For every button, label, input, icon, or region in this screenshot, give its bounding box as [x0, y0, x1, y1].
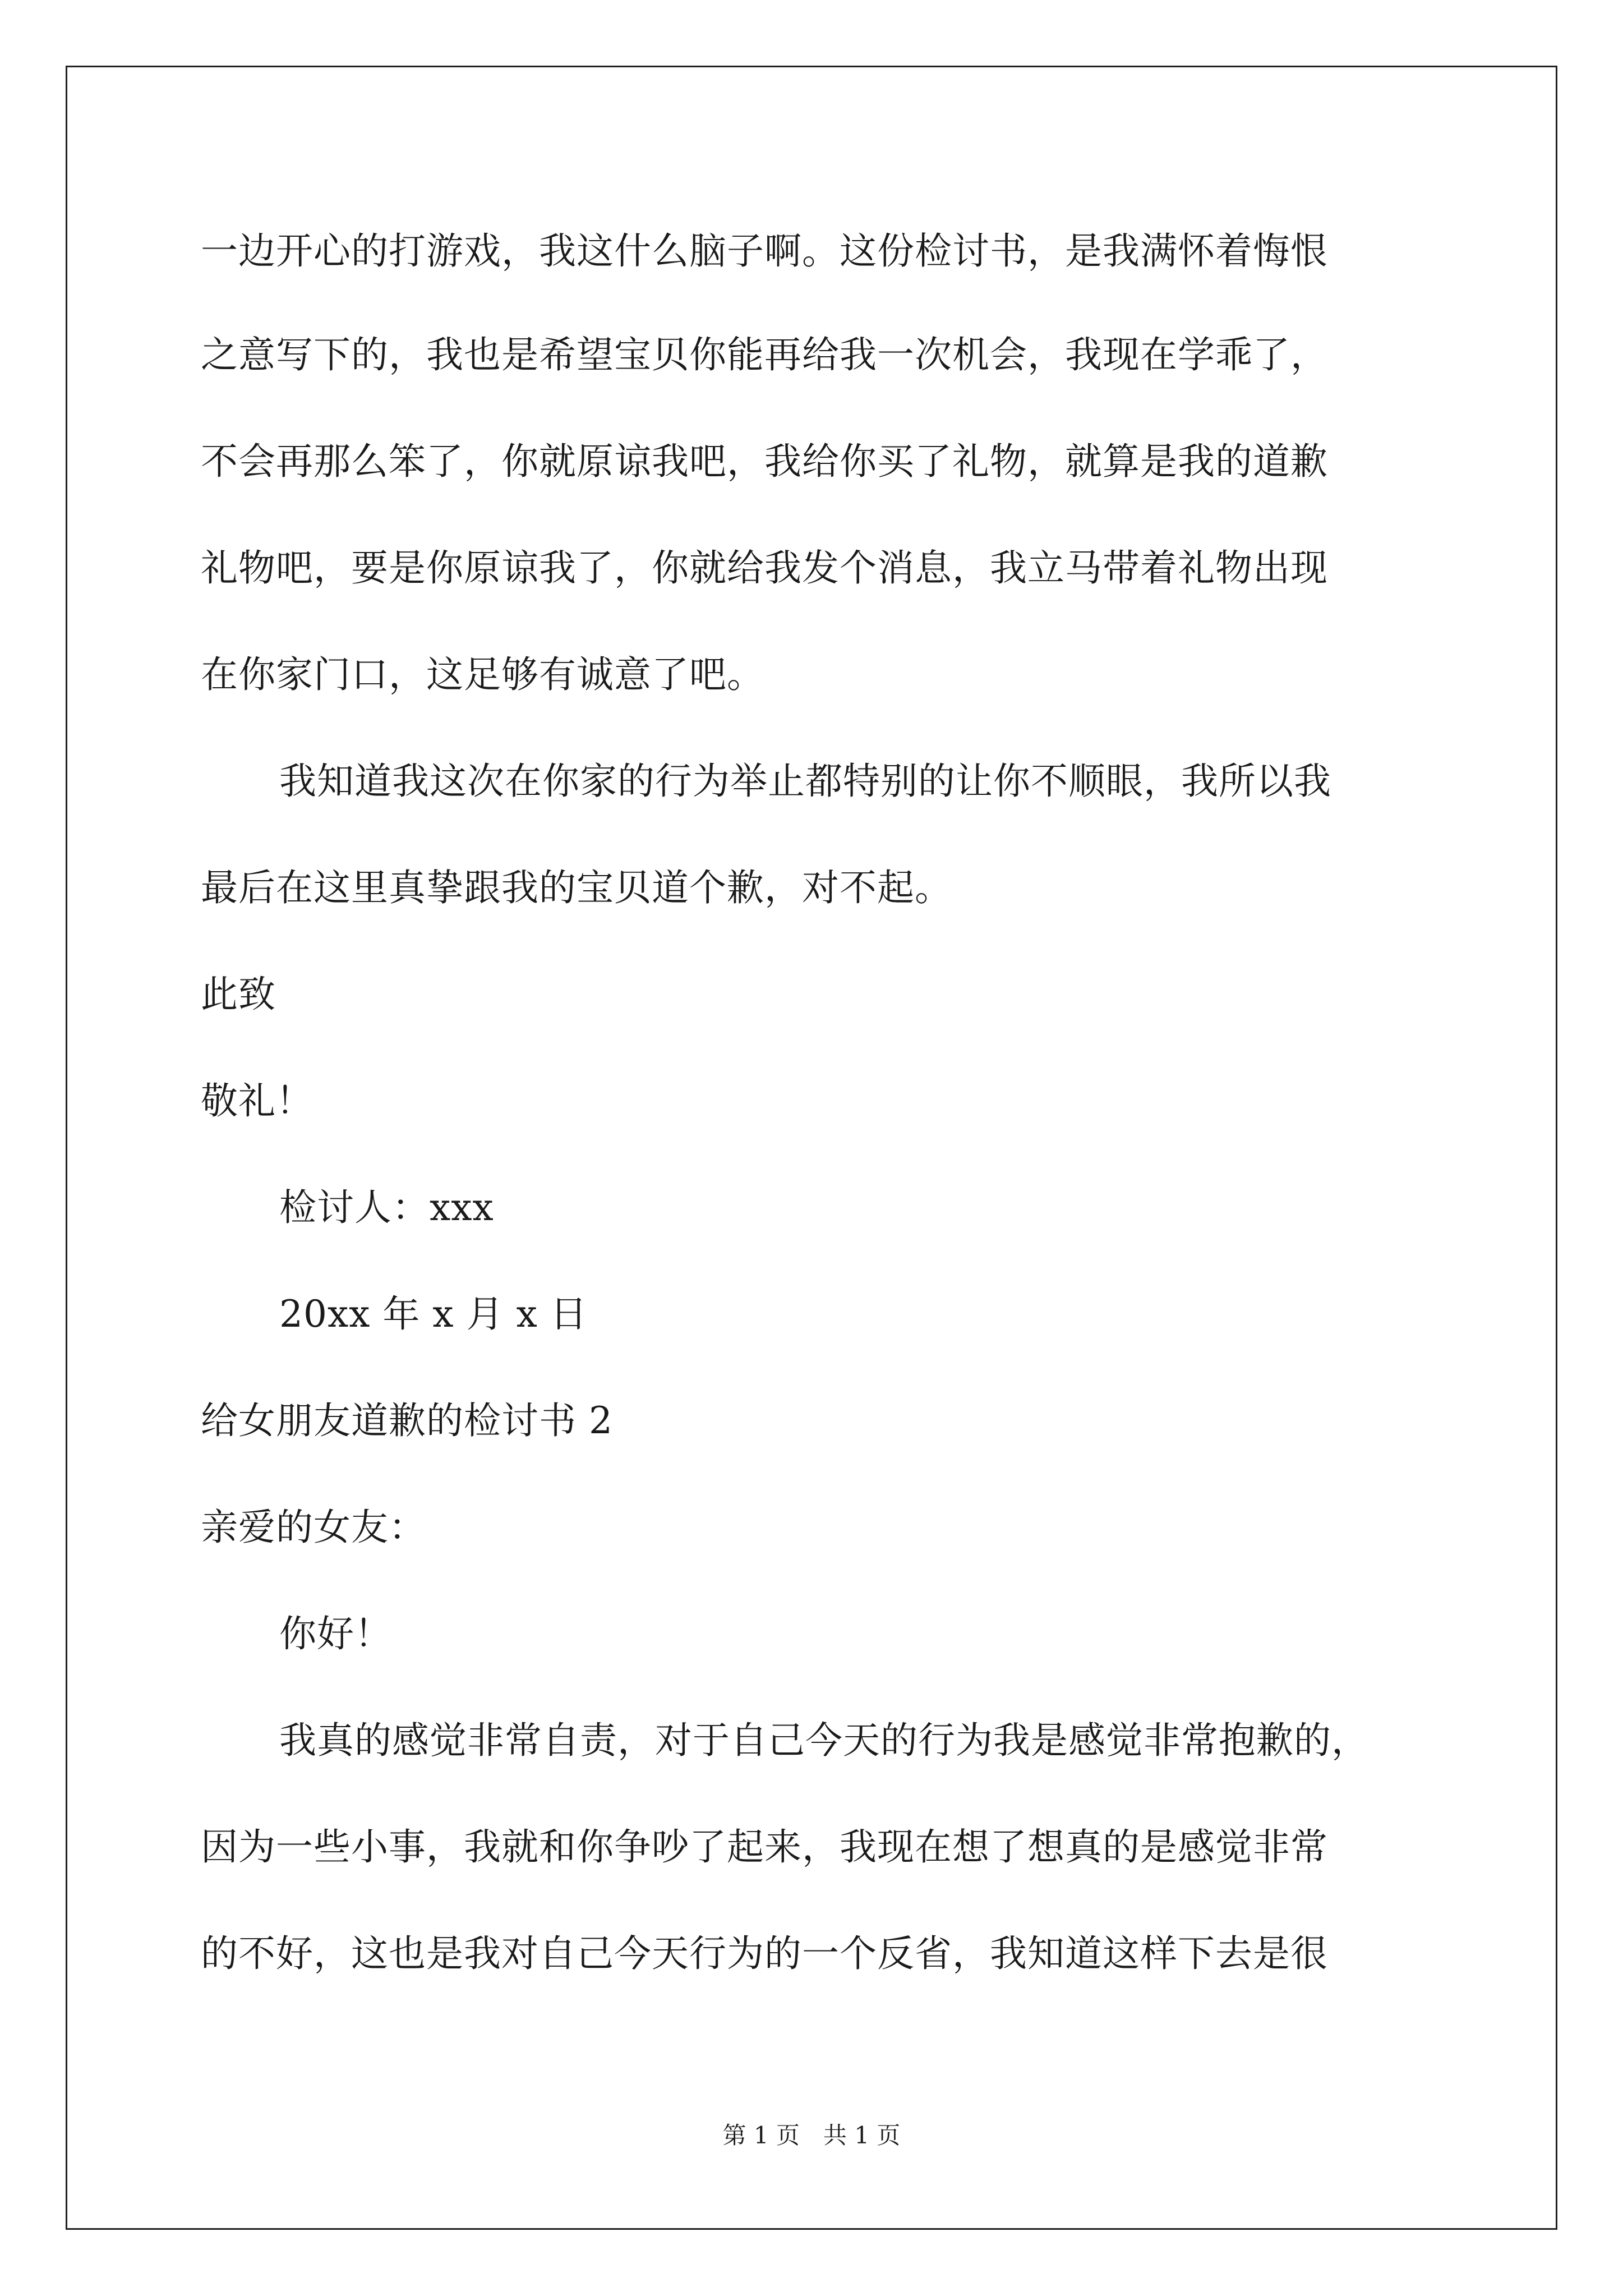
text-line: 不会再那么笨了，你就原谅我吧，我给你买了礼物，就算是我的道歉 [201, 440, 1328, 483]
text-line: 我知道我这次在你家的行为举止都特别的让你不顺眼，我所以我 [279, 760, 1331, 803]
text-line: 礼物吧，要是你原谅我了，你就给我发个消息，我立马带着礼物出现 [201, 546, 1328, 590]
greeting-hello: 你好！ [279, 1612, 392, 1655]
text-line: 最后在这里真挚跟我的宝贝道个歉，对不起。 [201, 866, 952, 909]
section-title: 给女朋友道歉的检讨书 2 [201, 1399, 613, 1442]
page-border [66, 66, 1557, 2230]
text-line: 之意写下的，我也是希望宝贝你能再给我一次机会，我现在学乖了， [201, 333, 1328, 376]
text-line: 在你家门口，这足够有诚意了吧。 [201, 653, 764, 696]
text-line: 因为一些小事，我就和你争吵了起来，我现在想了想真的是感觉非常 [201, 1825, 1328, 1869]
date-line: 20xx 年 x 月 x 日 [279, 1292, 588, 1336]
text-line: 一边开心的打游戏，我这什么脑子啊。这份检讨书，是我满怀着悔恨 [201, 229, 1328, 273]
page-footer: 第 1 页 共 1 页 [722, 2122, 901, 2149]
signature-line: 检讨人：xxx [279, 1186, 494, 1229]
greeting: 亲爱的女友： [201, 1506, 426, 1549]
text-line: 的不好，这也是我对自己今天行为的一个反省，我知道这样下去是很 [201, 1932, 1328, 1975]
text-line: 我真的感觉非常自责，对于自己今天的行为我是感觉非常抱歉的， [279, 1719, 1369, 1762]
closing-regards: 敬礼！ [201, 1079, 313, 1122]
closing-salutation: 此致 [201, 973, 276, 1016]
